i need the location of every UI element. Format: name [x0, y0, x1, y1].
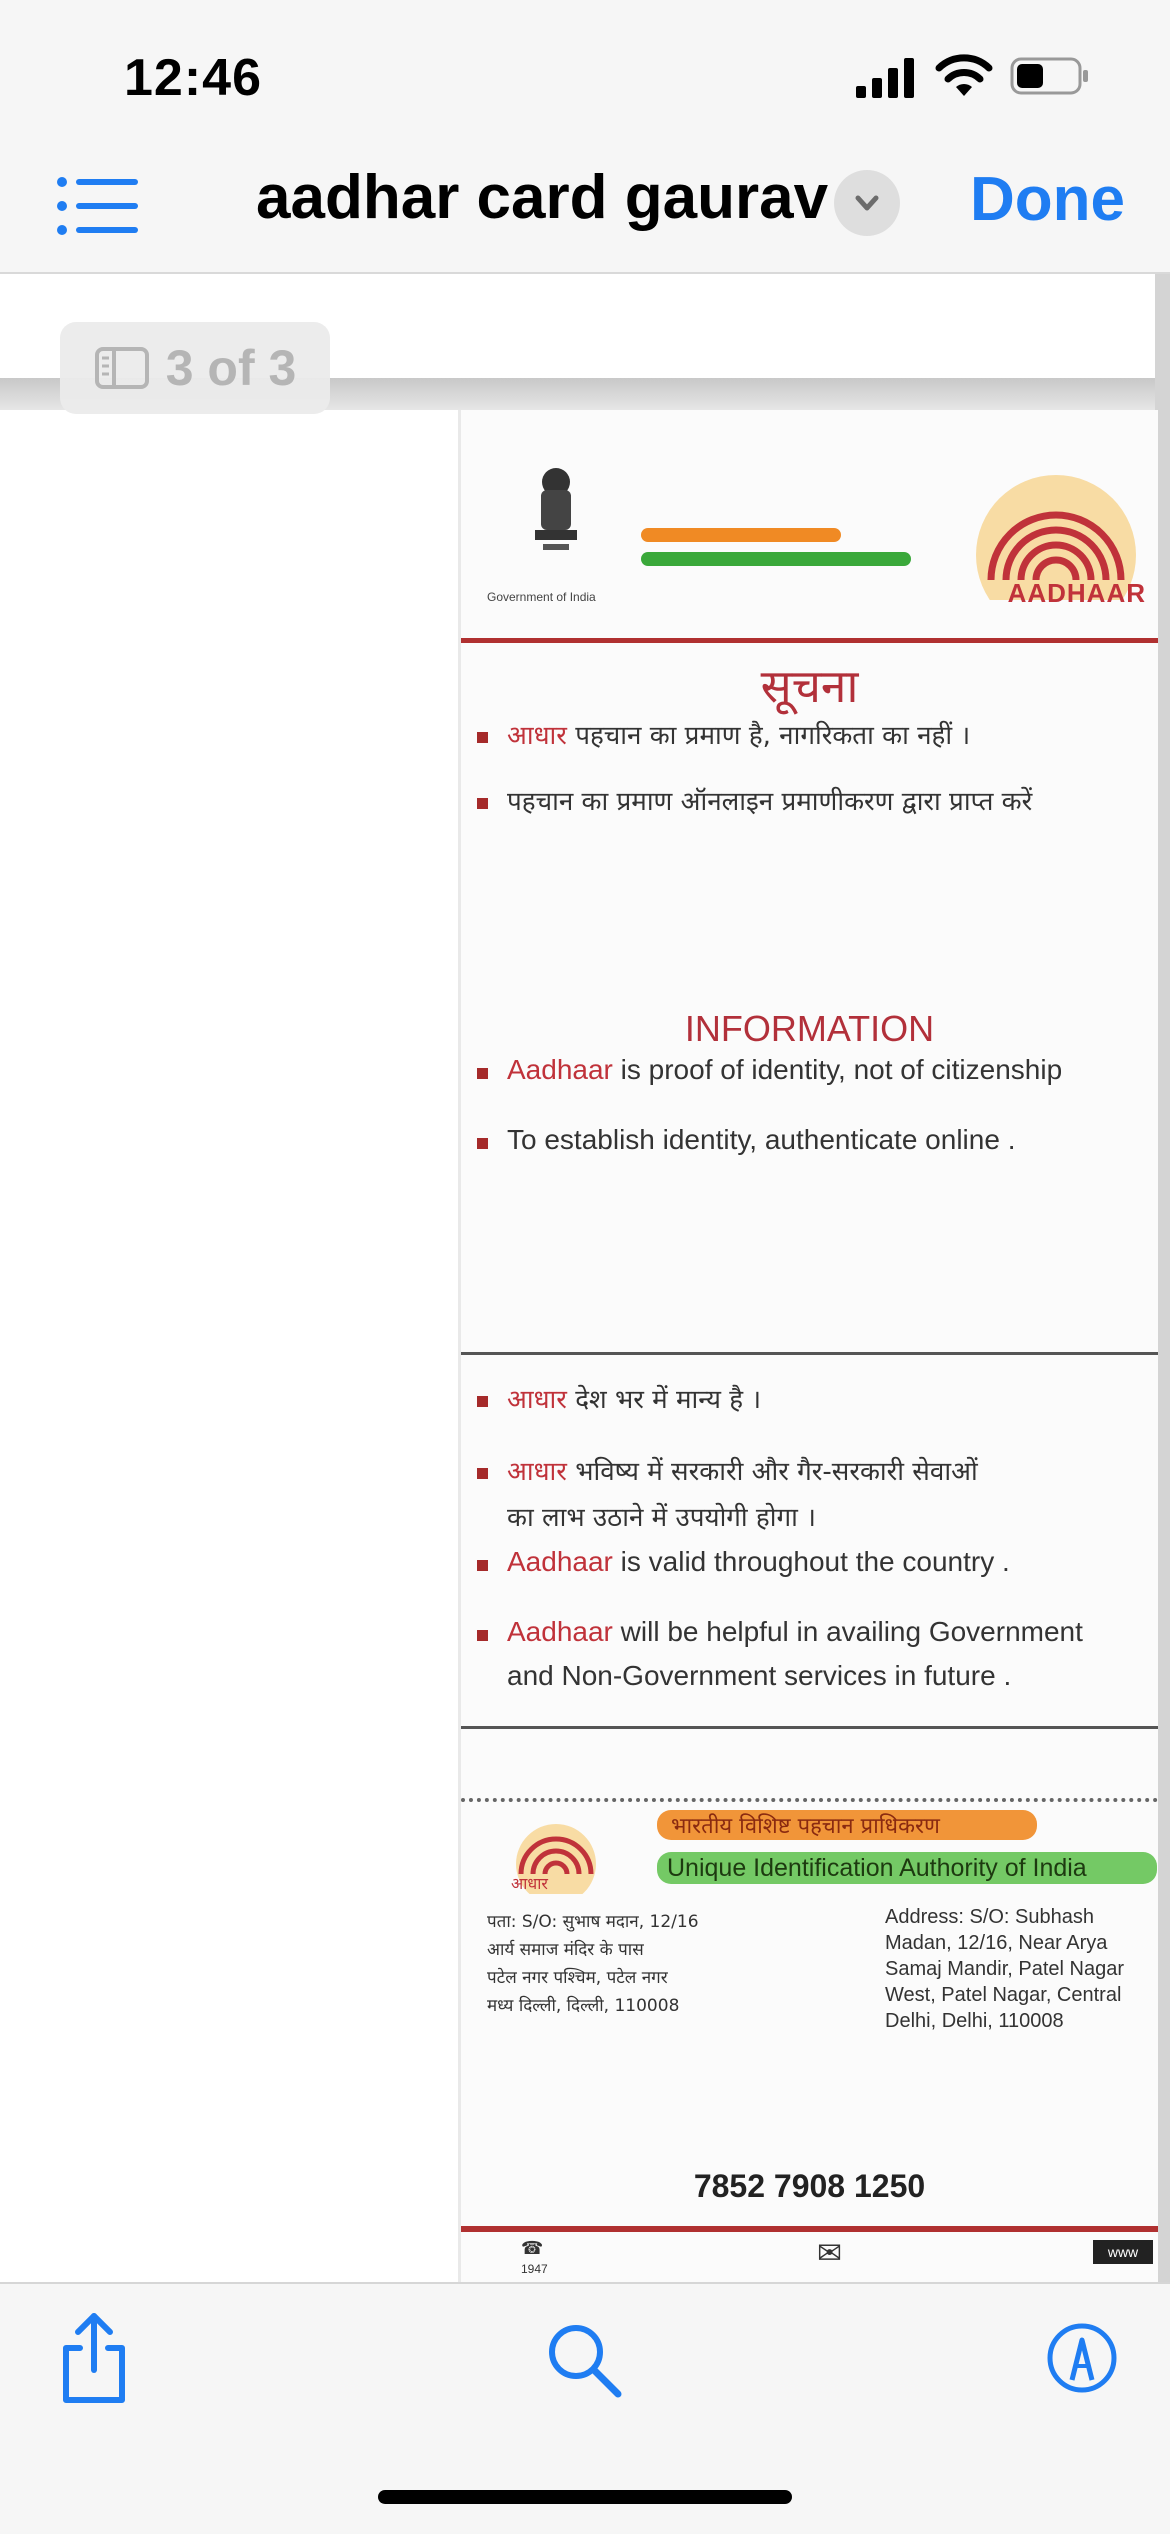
divider: [461, 1726, 1158, 1729]
divider: [461, 1352, 1158, 1355]
en-point-4-cont: and Non-Government services in future .: [507, 1660, 1012, 1691]
information-heading: INFORMATION: [684, 1008, 935, 1049]
page-indicator: [60, 322, 330, 414]
done-button[interactable]: Done: [970, 165, 1125, 234]
en-point-3: Aadhaar is valid throughout the country .: [507, 1546, 1010, 1577]
government-caption: Government of India: [487, 590, 596, 604]
bullet: [477, 1468, 488, 1479]
search-icon[interactable]: [546, 2322, 622, 2398]
hindi-point-4: आधार भविष्य में सरकारी और गैर-सरकारी सेवाओं: [507, 1457, 978, 1487]
home-indicator: [378, 2490, 792, 2504]
outline-list-icon[interactable]: [56, 176, 140, 236]
aadhaar-number: 7852 7908 1250: [693, 2168, 926, 2204]
bullet: [477, 732, 488, 743]
national-emblem-icon: [521, 460, 591, 580]
address-hindi: पता: S/O: सुभाष मदान, 12/16 आर्य समाज मंदिर के पास पटेल नगर पश्चिम, पटेल नगर मध्य दिल्ली, दिल्ली, 110008: [487, 1912, 699, 2016]
saffron-stripe: [641, 528, 841, 542]
address-english: Address: S/O: Subhash Madan, 12/16, Near Arya Samaj Mandir, Patel Nagar West, Patel Nagar, Central Delhi, Delhi, 110008: [885, 1906, 1125, 2032]
hindi-point-4-cont: का लाभ उठाने में उपयोगी होगा ।: [507, 1503, 816, 1533]
authority-hindi: भारतीय विशिष्ट पहचान प्राधिकरण: [671, 1814, 940, 1839]
bullet: [477, 1068, 488, 1079]
bullet: [477, 1560, 488, 1571]
title-menu-button[interactable]: [834, 170, 900, 236]
small-logo-text: आधार: [511, 1874, 548, 1893]
hindi-point-3: आधार देश भर में मान्य है ।: [507, 1385, 762, 1415]
info-point-1: Aadhaar is proof of identity, not of citizenship: [507, 1054, 1063, 1085]
bullet: [477, 798, 488, 809]
cellular-signal-icon: [856, 58, 916, 98]
authority-english: Unique Identification Authority of India: [667, 1854, 1087, 1882]
wifi-icon: [935, 52, 993, 98]
aadhaar-logo-text: AADHAAR: [1007, 578, 1146, 608]
phone-footer: ☎: [521, 2238, 544, 2258]
document-title[interactable]: aadhar card gaurav: [256, 163, 829, 232]
page-indicator-text: 3 of 3: [165, 340, 297, 396]
mail-icon: ✉: [817, 2237, 843, 2270]
phone-number: 1947: [521, 2262, 548, 2276]
share-icon[interactable]: [54, 2310, 134, 2406]
chevron-down-icon: [850, 186, 884, 220]
bullet: [477, 1630, 488, 1641]
web-badge: www: [1093, 2240, 1153, 2264]
sidebar-thumbnails-icon: [94, 346, 150, 390]
en-point-4: Aadhaar will be helpful in availing Government: [507, 1616, 1083, 1647]
bullet: [477, 1396, 488, 1407]
status-time: 12:46: [124, 49, 262, 107]
battery-icon: [1010, 56, 1090, 96]
divider: [461, 2226, 1158, 2232]
cut-line: [461, 1798, 1158, 1802]
markup-pen-icon[interactable]: [1046, 2322, 1118, 2394]
aadhaar-card-scan: [458, 410, 1158, 2282]
hindi-heading: सूचना: [760, 659, 859, 713]
hindi-point-2: पहचान का प्रमाण ऑनलाइन प्रमाणीकरण द्वारा प्राप्त करें: [507, 787, 1033, 817]
hindi-point-1: आधार पहचान का प्रमाण है, नागरिकता का नहीं ।: [507, 721, 971, 751]
green-stripe: [641, 552, 911, 566]
info-point-2: To establish identity, authenticate online .: [507, 1124, 1016, 1155]
bullet: [477, 1138, 488, 1149]
divider: [461, 638, 1158, 643]
